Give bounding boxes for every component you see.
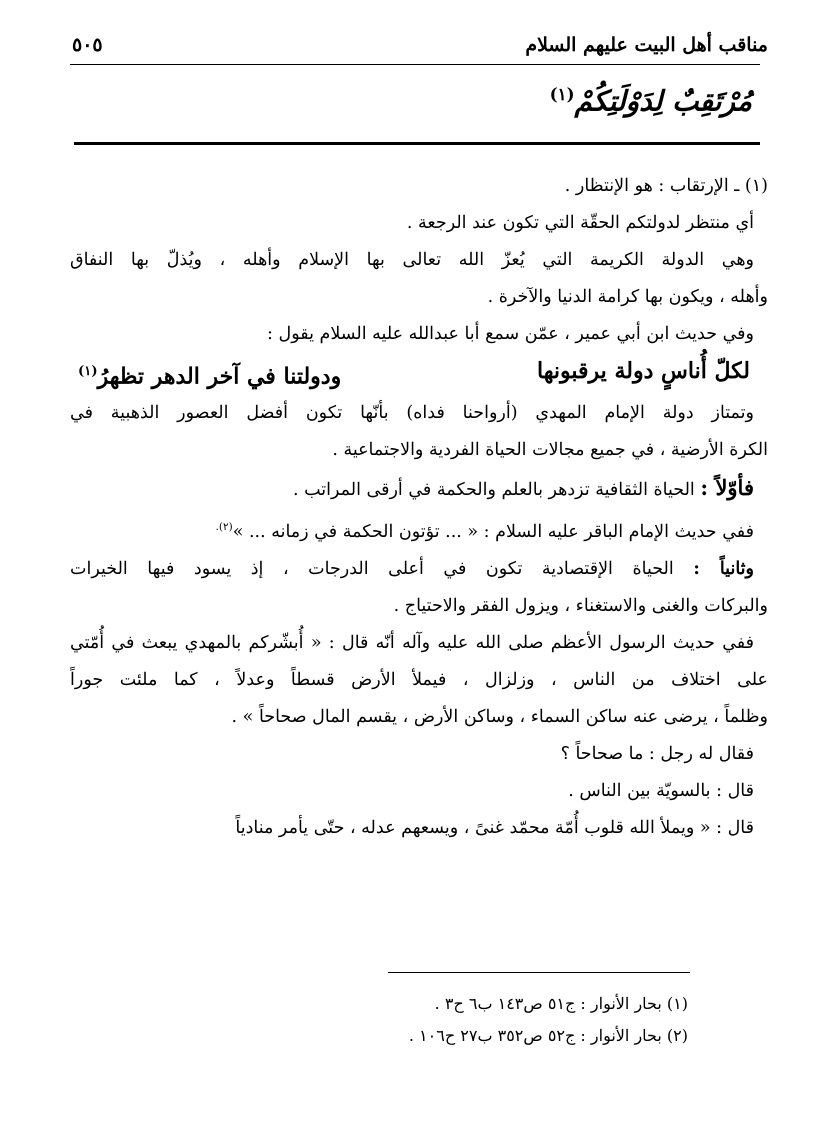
poem-hemistich-right: لكلّ أُناسٍ دولة يرقبونها (537, 358, 750, 384)
second-point-label: وثانياً : (693, 559, 754, 580)
chapter-title (550, 84, 752, 117)
baqir-hadith-line (70, 509, 768, 551)
chapter-title-text: مُرْتَقِبٌ لِدَوْلَتِكُمْ (574, 84, 752, 118)
paragraph-line: أي منتظر لدولتكم الحقّة التي تكون عند الرجعة . (406, 213, 754, 233)
second-point-text: الحياة الإقتصادية تكون في أعلى الدرجات ، إذ يسود فيها الخيرات (70, 559, 674, 580)
page-number: ٥٠٥ (72, 34, 103, 56)
footnotes (409, 988, 688, 1052)
chapter-title-note: (١) (549, 84, 575, 104)
poem-note: (١) (78, 364, 98, 379)
paragraph-line: وأهله ، ويكون بها كرامة الدنيا والآخرة . (487, 287, 768, 307)
body-text (70, 168, 768, 847)
poem-hemistich-left (78, 353, 341, 395)
baqir-hadith-text: ففي حديث الإمام الباقر عليه السلام : « ... تؤتون الحكمة في زمانه ... » (232, 522, 754, 543)
paragraph-line: فقال له رجل : ما صحاحاً ؟ (560, 744, 754, 765)
paragraph-line: الكرة الأرضية ، في جميع مجالات الحياة الفردية والاجتماعية . (332, 440, 768, 461)
paragraph-line: وظلماً ، يرضى عنه ساكن السماء ، وساكن الأرض ، يقسم المال صحاحاً » . (231, 707, 768, 728)
poem-verse (70, 353, 768, 395)
first-point-label: فأوّلاً : (700, 475, 754, 501)
paragraph-line: قال : « ويملأ الله قلوب أُمّة محمّد غنىً ، ويسعهم عدله ، حتّى يأمر منادياً (235, 818, 754, 839)
first-point-text: الحياة الثقافية تزدهر بالعلم والحكمة في أرقى المراتب . (292, 480, 695, 501)
paragraph-line: وتمتاز دولة الإمام المهدي (أرواحنا فداه) بأنّها تكون أفضل العصور الذهبية في (70, 403, 754, 424)
first-point-line (70, 469, 768, 509)
poem-left-text: ودولتنا في آخر الدهر تظهرُ (97, 363, 342, 390)
running-header-title: مناقب أهل البيت عليهم السلام (525, 34, 768, 56)
paragraph-line: والبركات والغنى والاستغناء ، ويزول الفقر والاحتياج . (393, 596, 768, 617)
header-divider (70, 64, 760, 65)
paragraph-line: وهي الدولة الكريمة التي يُعزّ الله تعالى بها الإسلام وأهله ، ويُذلّ بها النفاق (70, 250, 754, 270)
second-point-line (70, 551, 768, 588)
note-definition-line: (١) ـ الإرتقاب : هو الإنتظار . (564, 176, 768, 196)
paragraph-line: قال : بالسويّة بين الناس . (568, 781, 754, 802)
footnote-1: (١) بحار الأنوار : ج٥١ ص١٤٣ ب٦ ح٣ . (434, 994, 688, 1013)
footnote-divider (388, 972, 690, 973)
footnote-2: (٢) بحار الأنوار : ج٥٢ ص٣٥٢ ب٢٧ ح١٠٦ . (408, 1026, 688, 1045)
chapter-divider (74, 142, 760, 145)
paragraph-line: ففي حديث الرسول الأعظم صلى الله عليه وآله أنّه قال : « أُبشّركم بالمهدي يبعث في أُمّتي (70, 633, 754, 654)
paragraph-line: وفي حديث ابن أبي عمير ، عمّن سمع أبا عبدالله عليه السلام يقول : (267, 324, 754, 344)
paragraph-line: على اختلاف من الناس ، وزلزال ، فيملأ الأرض قسطاً وعدلاً ، كما ملئت جوراً (70, 670, 768, 691)
baqir-note: (٢). (215, 521, 233, 534)
